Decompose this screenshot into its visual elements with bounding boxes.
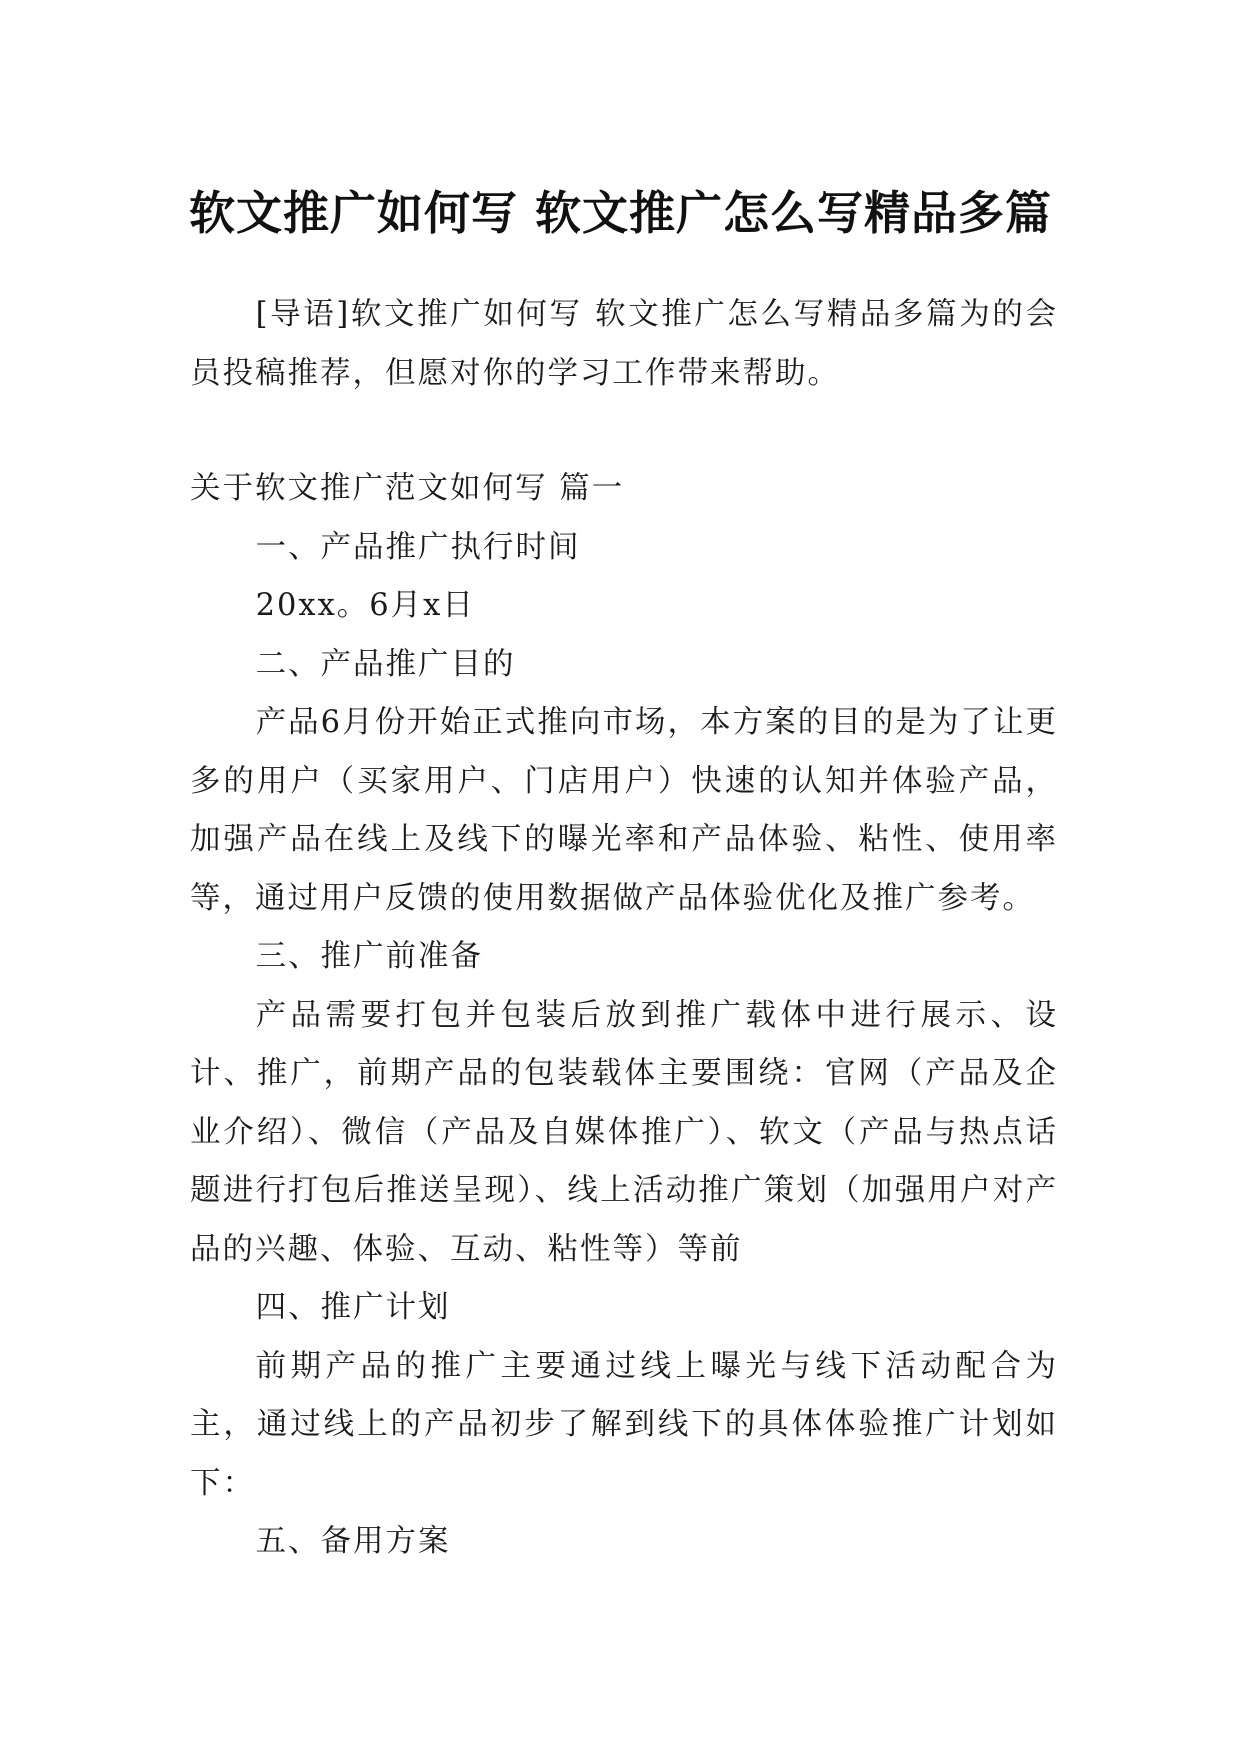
preparation-paragraph: 产品需要打包并包装后放到推广载体中进行展示、设计、推广，前期产品的包装载体主要围绕：官网（产品及企业介绍）、微信（产品及自媒体推广）、软文（产品与热点话题进行打包后推送呈现）、线上活动推广策划（加强用户对产品的兴趣、体验、互动、粘性等）等前 xyxy=(190,997,1058,1267)
document-title: 软文推广如何写 软文推广怎么写精品多篇 xyxy=(188,185,1052,240)
section-heading: 关于软文推广范文如何写 篇一 xyxy=(190,471,625,506)
promotion-plan-paragraph: 前期产品的推广主要通过线上曝光与线下活动配合为主，通过线上的产品初步了解到线下的具体体验推广计划如下： xyxy=(190,1348,1058,1501)
intro-paragraph: [导语]软文推广如何写 软文推广怎么写精品多篇为的会员投稿推荐，但愿对你的学习工作带来帮助。 xyxy=(190,297,1058,391)
execution-date: 20xx。6月x日 xyxy=(255,588,475,623)
heading-promotion-goal: 二、产品推广目的 xyxy=(255,646,516,682)
heading-backup-plan: 五、备用方案 xyxy=(255,1524,451,1559)
article-body xyxy=(190,460,1058,1572)
intro-block xyxy=(190,286,1058,403)
heading-preparation: 三、推广前准备 xyxy=(255,939,484,974)
promotion-goal-paragraph: 产品6月份开始正式推向市场，本方案的目的是为了让更多的用户（买家用户、门店用户）快速的认知并体验产品，加强产品在线上及线下的曝光率和产品体验、粘性、使用率等，通过用户反馈的使用数据做产品体验优化及推广参考。 xyxy=(190,705,1058,916)
heading-promotion-plan: 四、推广计划 xyxy=(255,1290,451,1325)
heading-execution-time: 一、产品推广执行时间 xyxy=(255,529,581,565)
